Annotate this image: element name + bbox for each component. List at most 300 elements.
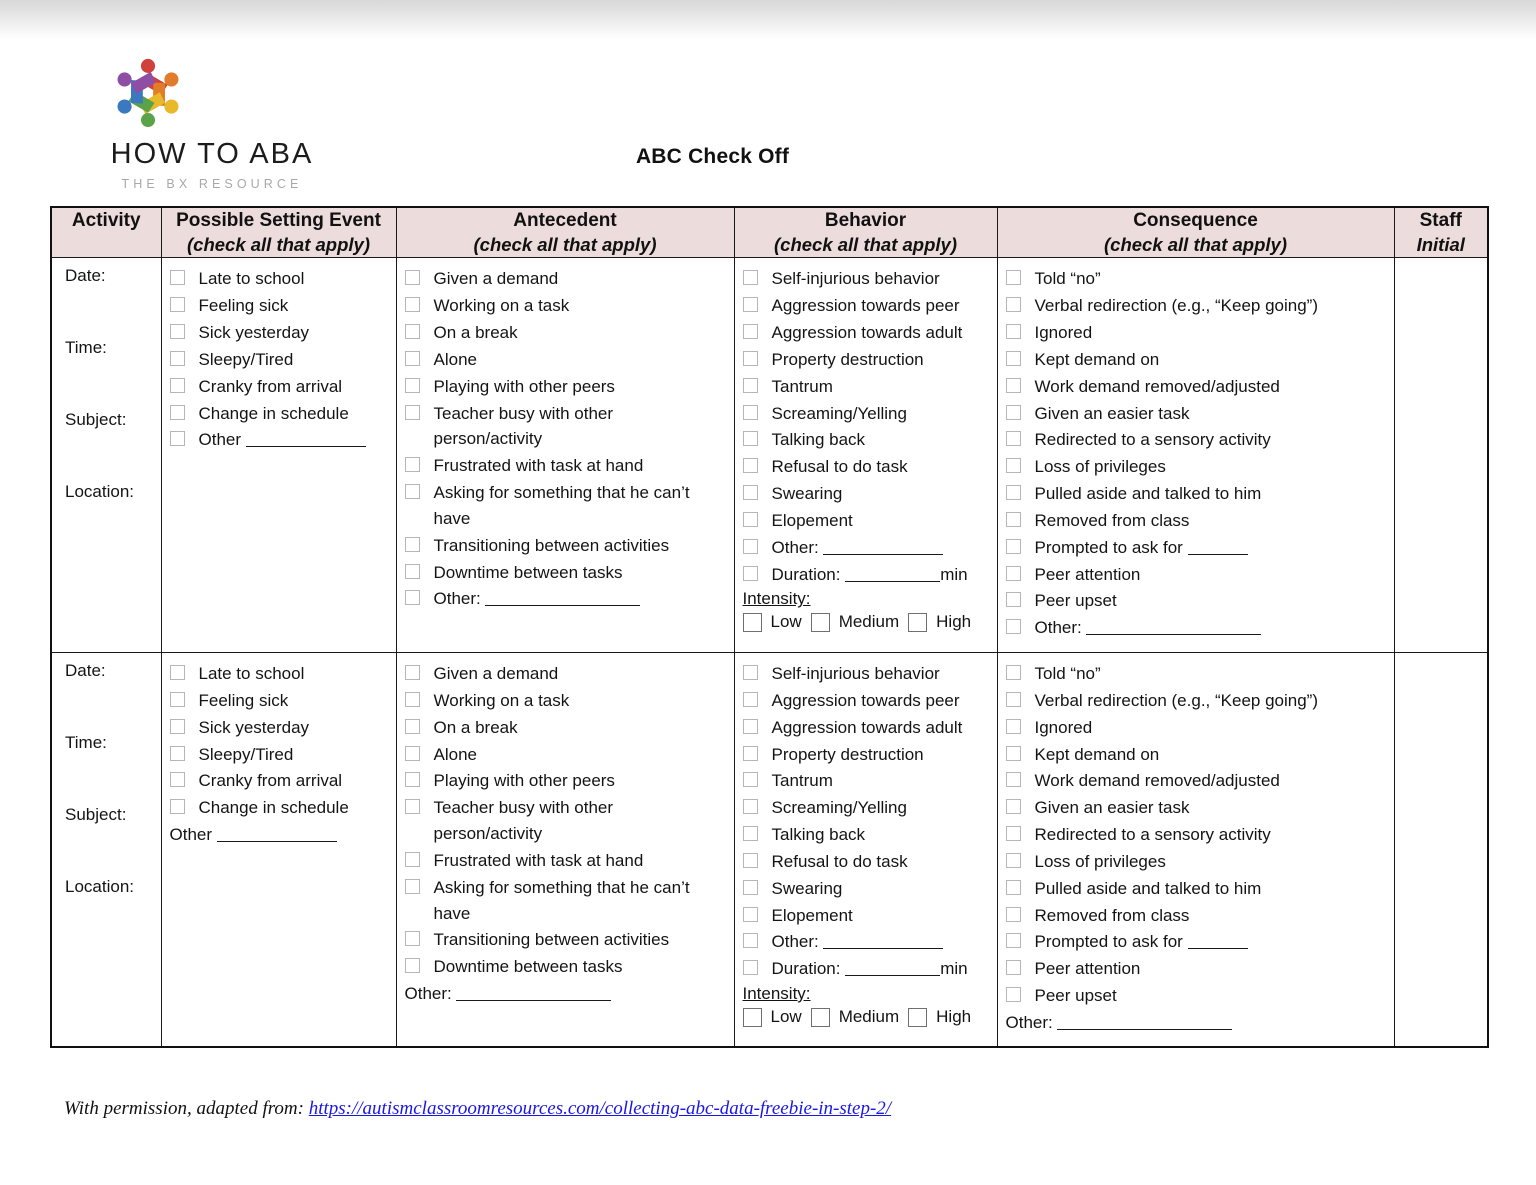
checkbox-item[interactable]	[743, 822, 991, 848]
checkbox-item[interactable]	[1006, 481, 1388, 507]
column-header-title: Staff	[1419, 210, 1462, 231]
checkbox-label: Asking for something that he can’t have	[433, 877, 690, 923]
activity-field-date[interactable]: Date:	[65, 266, 106, 286]
write-in-blank-line[interactable]	[845, 581, 940, 582]
checkbox-item[interactable]	[743, 427, 991, 453]
checkbox-label: Transitioning between activities	[433, 535, 670, 555]
checkbox-icon[interactable]	[170, 431, 185, 446]
checkbox-icon[interactable]	[1006, 665, 1021, 680]
intensity-checkbox-icon[interactable]	[811, 1008, 830, 1027]
checkbox-label: Alone	[433, 744, 477, 764]
write-in-item[interactable]: Other:	[405, 981, 728, 1007]
checkbox-icon[interactable]	[1006, 378, 1021, 393]
behavior-checklist	[743, 266, 991, 587]
consequence-cell	[997, 258, 1394, 653]
checkbox-label: Working on a task	[433, 690, 570, 710]
checkbox-item[interactable]	[405, 661, 728, 687]
checkbox-item[interactable]	[170, 266, 390, 292]
checkbox-item[interactable]	[170, 688, 390, 714]
checkbox-label: Aggression towards adult	[771, 717, 963, 737]
checkbox-label: Self-injurious behavior	[771, 269, 940, 289]
checkbox-icon[interactable]	[405, 457, 420, 472]
checkbox-item[interactable]	[405, 715, 728, 741]
checkbox-icon[interactable]	[405, 484, 420, 499]
checkbox-item[interactable]	[405, 266, 728, 292]
checkbox-item[interactable]	[405, 927, 728, 953]
checkbox-label: Verbal redirection (e.g., “Keep going”)	[1034, 690, 1318, 710]
checkbox-icon[interactable]	[405, 665, 420, 680]
checkbox-icon[interactable]	[1006, 270, 1021, 285]
checkbox-icon[interactable]	[1006, 933, 1021, 948]
checkbox-item[interactable]	[1006, 454, 1388, 480]
checkbox-icon[interactable]	[405, 772, 420, 787]
setting-event-checklist	[170, 266, 390, 453]
checkbox-item[interactable]	[1006, 983, 1388, 1009]
checkbox-item[interactable]	[743, 454, 991, 480]
checkbox-item[interactable]	[743, 374, 991, 400]
checkbox-item[interactable]	[405, 742, 728, 768]
brand-tagline: THE BX RESOURCE	[121, 177, 303, 191]
checkbox-icon[interactable]	[743, 746, 758, 761]
checkbox-item[interactable]	[1006, 956, 1388, 982]
staff-initial-value	[1395, 653, 1488, 671]
checkbox-icon[interactable]	[1006, 297, 1021, 312]
write-in-blank-line[interactable]	[1188, 554, 1248, 555]
circle-of-people-logo-icon	[102, 52, 194, 134]
checkbox-icon[interactable]	[405, 564, 420, 579]
checkbox-icon[interactable]	[1006, 960, 1021, 975]
checkbox-icon[interactable]	[170, 297, 185, 312]
checkbox-icon[interactable]	[1006, 566, 1021, 581]
checkbox-item[interactable]	[170, 661, 390, 687]
checkbox-icon[interactable]	[170, 746, 185, 761]
checkbox-icon[interactable]	[743, 880, 758, 895]
checkbox-item[interactable]	[743, 876, 991, 902]
checkbox-item[interactable]	[743, 266, 991, 292]
checkbox-icon[interactable]	[405, 537, 420, 552]
checkbox-item[interactable]	[1006, 688, 1388, 714]
checkbox-icon[interactable]	[743, 324, 758, 339]
checkbox-label: On a break	[433, 323, 518, 343]
antecedent-checklist	[405, 661, 728, 1007]
checkbox-label: Redirected to a sensory activity	[1034, 430, 1271, 450]
checkbox-item[interactable]	[170, 427, 390, 453]
checkbox-icon[interactable]	[1006, 719, 1021, 734]
checkbox-item[interactable]	[405, 586, 728, 612]
checkbox-icon[interactable]	[405, 405, 420, 420]
checkbox-icon[interactable]	[170, 772, 185, 787]
checkbox-item[interactable]	[743, 562, 991, 588]
table-row	[51, 653, 1488, 1047]
checkbox-item[interactable]	[170, 742, 390, 768]
checkbox-icon[interactable]	[1006, 826, 1021, 841]
checkbox-icon[interactable]	[1006, 772, 1021, 787]
checkbox-icon[interactable]	[743, 719, 758, 734]
staff-initial-cell[interactable]	[1394, 653, 1488, 1047]
checkbox-item[interactable]	[1006, 293, 1388, 319]
checkbox-icon[interactable]	[170, 351, 185, 366]
checkbox-icon[interactable]	[743, 853, 758, 868]
setting-event-cell	[161, 258, 396, 653]
checkbox-label: Duration: min	[771, 959, 968, 979]
checkbox-item[interactable]	[743, 742, 991, 768]
column-header-subtitle: (check all that apply)	[473, 234, 657, 256]
checkbox-item[interactable]	[170, 715, 390, 741]
checkbox-item[interactable]	[743, 347, 991, 373]
checkbox-icon[interactable]	[405, 297, 420, 312]
checkbox-icon[interactable]	[170, 665, 185, 680]
checkbox-icon[interactable]	[1006, 880, 1021, 895]
write-in-blank-line[interactable]	[845, 975, 940, 976]
checkbox-icon[interactable]	[405, 958, 420, 973]
checkbox-label: Duration: min	[771, 564, 968, 584]
checkbox-icon[interactable]	[170, 324, 185, 339]
checkbox-label: Peer upset	[1034, 986, 1117, 1006]
checkbox-item[interactable]	[743, 401, 991, 427]
checkbox-item[interactable]	[743, 768, 991, 794]
checkbox-item[interactable]	[1006, 615, 1388, 641]
checkbox-icon[interactable]	[743, 933, 758, 948]
checkbox-icon[interactable]	[743, 566, 758, 581]
checkbox-item[interactable]	[170, 401, 390, 427]
checkbox-icon[interactable]	[743, 378, 758, 393]
checkbox-icon[interactable]	[1006, 351, 1021, 366]
checkbox-item[interactable]	[743, 481, 991, 507]
checkbox-item[interactable]	[1006, 768, 1388, 794]
checkbox-icon[interactable]	[743, 960, 758, 975]
setting-event-checklist	[170, 661, 390, 848]
checkbox-icon[interactable]	[743, 512, 758, 527]
consequence-cell	[997, 653, 1394, 1047]
intensity-block	[743, 983, 991, 1027]
checkbox-item[interactable]	[170, 374, 390, 400]
checkbox-label: Playing with other peers	[433, 771, 615, 791]
checkbox-item[interactable]	[405, 795, 728, 847]
checkbox-icon[interactable]	[1006, 853, 1021, 868]
activity-field-date[interactable]: Date:	[65, 661, 106, 681]
checkbox-item[interactable]	[405, 954, 728, 980]
checkbox-item[interactable]	[405, 374, 728, 400]
attribution-text: With permission, adapted from:	[64, 1098, 304, 1119]
checkbox-icon[interactable]	[405, 719, 420, 734]
checkbox-label: Work demand removed/adjusted	[1034, 771, 1280, 791]
setting-event-cell	[161, 653, 396, 1047]
checkbox-label: Given a demand	[433, 664, 559, 684]
page-title: ABC Check Off	[635, 145, 790, 168]
checkbox-icon[interactable]	[405, 931, 420, 946]
checkbox-icon[interactable]	[743, 297, 758, 312]
column-header-behavior	[734, 207, 997, 258]
checkbox-icon[interactable]	[170, 270, 185, 285]
checkbox-label: Elopement	[771, 510, 853, 530]
unit-suffix: min	[940, 564, 968, 584]
antecedent-cell	[396, 653, 734, 1047]
checkbox-label: Self-injurious behavior	[771, 664, 940, 684]
activity-field-time[interactable]: Time:	[65, 733, 107, 753]
checkbox-label: Tantrum	[771, 771, 833, 791]
checkbox-icon[interactable]	[743, 826, 758, 841]
intensity-checkbox-icon[interactable]	[908, 1008, 927, 1027]
checkbox-icon[interactable]	[170, 405, 185, 420]
checkbox-icon[interactable]	[743, 799, 758, 814]
checkbox-label: Other:	[434, 586, 728, 612]
write-in-blank-line[interactable]	[1188, 948, 1248, 949]
checkbox-label: Kept demand on	[1034, 744, 1160, 764]
checkbox-item[interactable]	[743, 929, 991, 955]
write-in-blank-line[interactable]	[456, 1000, 611, 1001]
column-header-activity	[51, 207, 161, 258]
checkbox-label: Prompted to ask for	[1035, 929, 1388, 955]
column-header-staff	[1394, 207, 1488, 258]
checkbox-label: Other:	[772, 535, 991, 561]
checkbox-label: Prompted to ask for	[1035, 535, 1388, 561]
intensity-checkbox-icon[interactable]	[908, 613, 927, 632]
checkbox-icon[interactable]	[743, 772, 758, 787]
checkbox-item[interactable]	[1006, 374, 1388, 400]
checkbox-icon[interactable]	[1006, 431, 1021, 446]
checkbox-label: Given a demand	[433, 269, 559, 289]
checkbox-item[interactable]	[170, 768, 390, 794]
checkbox-icon[interactable]	[405, 590, 420, 605]
checkbox-icon[interactable]	[170, 692, 185, 707]
checkbox-item[interactable]	[1006, 508, 1388, 534]
write-in-item[interactable]: Other	[170, 822, 390, 848]
checkbox-icon[interactable]	[405, 378, 420, 393]
checkbox-item[interactable]	[1006, 562, 1388, 588]
unit-suffix: min	[940, 959, 968, 979]
checkbox-label: Property destruction	[771, 349, 924, 369]
intensity-checkbox-icon[interactable]	[811, 613, 830, 632]
checkbox-item[interactable]	[405, 347, 728, 373]
checkbox-label: On a break	[433, 717, 518, 737]
document-header	[0, 42, 1536, 202]
source-link[interactable]: https://autismclassroomresources.com/collecting-abc-data-freebie-in-step-2/	[308, 1098, 892, 1119]
write-in-blank-line[interactable]	[217, 841, 337, 842]
checkbox-item[interactable]	[1006, 849, 1388, 875]
write-in-blank-line[interactable]	[246, 446, 366, 447]
activity-field-location[interactable]: Location:	[65, 877, 134, 897]
checkbox-label: Aggression towards adult	[771, 323, 963, 343]
checkbox-item[interactable]	[743, 320, 991, 346]
checkbox-label: Pulled aside and talked to him	[1034, 484, 1262, 504]
checkbox-item[interactable]	[743, 688, 991, 714]
checkbox-label: Playing with other peers	[433, 376, 615, 396]
checkbox-icon[interactable]	[743, 351, 758, 366]
checkbox-icon[interactable]	[170, 719, 185, 734]
behavior-cell	[734, 653, 997, 1047]
checkbox-label: Transitioning between activities	[433, 930, 670, 950]
abc-check-off-table	[50, 206, 1489, 1048]
activity-field-location[interactable]: Location:	[65, 482, 134, 502]
checkbox-icon[interactable]	[1006, 405, 1021, 420]
column-header-possible-setting-event	[161, 207, 396, 258]
column-header-title: Behavior	[824, 210, 907, 231]
checkbox-icon[interactable]	[1006, 512, 1021, 527]
checkbox-icon[interactable]	[405, 799, 420, 814]
checkbox-item[interactable]	[1006, 903, 1388, 929]
checkbox-item[interactable]	[1006, 427, 1388, 453]
checkbox-icon[interactable]	[1006, 987, 1021, 1002]
checkbox-icon[interactable]	[743, 431, 758, 446]
checkbox-icon[interactable]	[1006, 458, 1021, 473]
checkbox-icon[interactable]	[1006, 324, 1021, 339]
checkbox-label: Removed from class	[1034, 510, 1190, 530]
checkbox-icon[interactable]	[1006, 799, 1021, 814]
checkbox-item[interactable]	[743, 903, 991, 929]
checkbox-item[interactable]	[405, 293, 728, 319]
checkbox-item[interactable]	[1006, 876, 1388, 902]
checkbox-item[interactable]	[405, 560, 728, 586]
checkbox-label: Working on a task	[433, 296, 570, 316]
staff-initial-value	[1395, 258, 1488, 276]
checkbox-label: Talking back	[771, 430, 866, 450]
checkbox-item[interactable]	[405, 848, 728, 874]
checkbox-label: Aggression towards peer	[771, 690, 960, 710]
checkbox-label: Feeling sick	[198, 690, 289, 710]
checkbox-label: Aggression towards peer	[771, 296, 960, 316]
checkbox-label: Downtime between tasks	[433, 562, 623, 582]
checkbox-label: Alone	[433, 349, 477, 369]
column-header-subtitle: (check all that apply)	[187, 234, 370, 256]
checkbox-item[interactable]	[743, 508, 991, 534]
write-in-blank-line[interactable]	[823, 554, 943, 555]
checkbox-label: Change in schedule	[198, 798, 349, 818]
checkbox-item[interactable]	[170, 347, 390, 373]
checkbox-item[interactable]	[743, 795, 991, 821]
checkbox-icon[interactable]	[405, 879, 420, 894]
antecedent-checklist	[405, 266, 728, 612]
checkbox-item[interactable]	[1006, 266, 1388, 292]
checkbox-icon[interactable]	[405, 324, 420, 339]
activity-field-subject[interactable]: Subject:	[65, 805, 127, 825]
checkbox-icon[interactable]	[1006, 485, 1021, 500]
checkbox-icon[interactable]	[1006, 539, 1021, 554]
checkbox-label: Teacher busy with other person/activity	[433, 798, 614, 844]
checkbox-item[interactable]	[743, 715, 991, 741]
intensity-label: Intensity:	[742, 984, 811, 1004]
checkbox-icon[interactable]	[1006, 692, 1021, 707]
checkbox-icon[interactable]	[743, 270, 758, 285]
checkbox-icon[interactable]	[743, 539, 758, 554]
activity-field-subject[interactable]: Subject:	[65, 410, 127, 430]
viewer-top-shade	[0, 0, 1536, 40]
column-header-subtitle: Initial	[1416, 234, 1465, 256]
checkbox-item[interactable]	[1006, 742, 1388, 768]
column-header-antecedent	[396, 207, 734, 258]
checkbox-icon[interactable]	[170, 378, 185, 393]
checkbox-item[interactable]	[1006, 822, 1388, 848]
checkbox-icon[interactable]	[743, 405, 758, 420]
checkbox-label: Told “no”	[1034, 269, 1101, 289]
checkbox-icon[interactable]	[743, 907, 758, 922]
table-row	[51, 258, 1488, 653]
write-in-blank-line[interactable]	[1086, 634, 1261, 635]
checkbox-label: Pulled aside and talked to him	[1034, 878, 1262, 898]
table-header-row	[51, 207, 1488, 258]
checkbox-item[interactable]	[743, 535, 991, 561]
intensity-option-label: Medium	[838, 1007, 900, 1027]
checkbox-label: Kept demand on	[1034, 349, 1160, 369]
checkbox-icon[interactable]	[405, 746, 420, 761]
checkbox-item[interactable]	[1006, 401, 1388, 427]
write-in-item[interactable]: Other:	[1006, 1010, 1388, 1036]
checkbox-item[interactable]	[405, 320, 728, 346]
checkbox-icon[interactable]	[1006, 619, 1021, 634]
write-in-blank-line[interactable]	[485, 605, 640, 606]
intensity-option-label: High	[936, 1007, 972, 1027]
intensity-options	[743, 1007, 991, 1027]
checkbox-item[interactable]	[405, 401, 728, 453]
column-header-subtitle: (check all that apply)	[1104, 234, 1287, 256]
checkbox-icon[interactable]	[405, 692, 420, 707]
activity-field-time[interactable]: Time:	[65, 338, 107, 358]
checkbox-icon[interactable]	[1006, 592, 1021, 607]
column-header-title: Possible Setting Event	[176, 210, 381, 231]
checkbox-item[interactable]	[405, 453, 728, 479]
checkbox-icon[interactable]	[743, 458, 758, 473]
checkbox-item[interactable]	[170, 320, 390, 346]
checkbox-icon[interactable]	[743, 692, 758, 707]
checkbox-item[interactable]	[1006, 929, 1388, 955]
checkbox-item[interactable]	[743, 956, 991, 982]
checkbox-label: Sick yesterday	[198, 323, 310, 343]
intensity-option-label: High	[936, 612, 972, 632]
checkbox-item[interactable]	[170, 293, 390, 319]
checkbox-label: Given an easier task	[1034, 403, 1190, 423]
checkbox-item[interactable]	[1006, 661, 1388, 687]
checkbox-item[interactable]	[170, 795, 390, 821]
checkbox-label: Work demand removed/adjusted	[1034, 376, 1280, 396]
checkbox-label: Peer upset	[1034, 591, 1117, 611]
checkbox-icon[interactable]	[170, 799, 185, 814]
write-in-blank-line[interactable]	[1057, 1029, 1232, 1030]
checkbox-item[interactable]	[1006, 715, 1388, 741]
checkbox-icon[interactable]	[743, 485, 758, 500]
checkbox-item[interactable]	[1006, 535, 1388, 561]
checkbox-item[interactable]	[743, 849, 991, 875]
checkbox-item[interactable]	[1006, 347, 1388, 373]
checkbox-item[interactable]	[743, 293, 991, 319]
intensity-checkbox-icon[interactable]	[743, 1008, 762, 1027]
checkbox-icon[interactable]	[1006, 907, 1021, 922]
intensity-option-label: Low	[770, 612, 802, 632]
checkbox-icon[interactable]	[405, 270, 420, 285]
checkbox-icon[interactable]	[405, 351, 420, 366]
consequence-checklist	[1006, 661, 1388, 1036]
checkbox-label: Sick yesterday	[198, 717, 310, 737]
checkbox-icon[interactable]	[743, 665, 758, 680]
intensity-label: Intensity:	[742, 589, 811, 609]
staff-initial-cell[interactable]	[1394, 258, 1488, 653]
checkbox-item[interactable]	[405, 688, 728, 714]
checkbox-icon[interactable]	[405, 852, 420, 867]
checkbox-item[interactable]	[1006, 320, 1388, 346]
checkbox-item[interactable]	[405, 533, 728, 559]
checkbox-item[interactable]	[1006, 588, 1388, 614]
checkbox-item[interactable]	[405, 480, 728, 532]
checkbox-label: Cranky from arrival	[198, 376, 343, 396]
checkbox-label: Other	[199, 427, 390, 453]
checkbox-label: Late to school	[198, 664, 305, 684]
checkbox-item[interactable]	[405, 875, 728, 927]
activity-cell	[51, 653, 161, 1047]
write-in-blank-line[interactable]	[823, 948, 943, 949]
checkbox-item[interactable]	[405, 768, 728, 794]
intensity-checkbox-icon[interactable]	[743, 613, 762, 632]
checkbox-icon[interactable]	[1006, 746, 1021, 761]
checkbox-item[interactable]	[743, 661, 991, 687]
checkbox-item[interactable]	[1006, 795, 1388, 821]
